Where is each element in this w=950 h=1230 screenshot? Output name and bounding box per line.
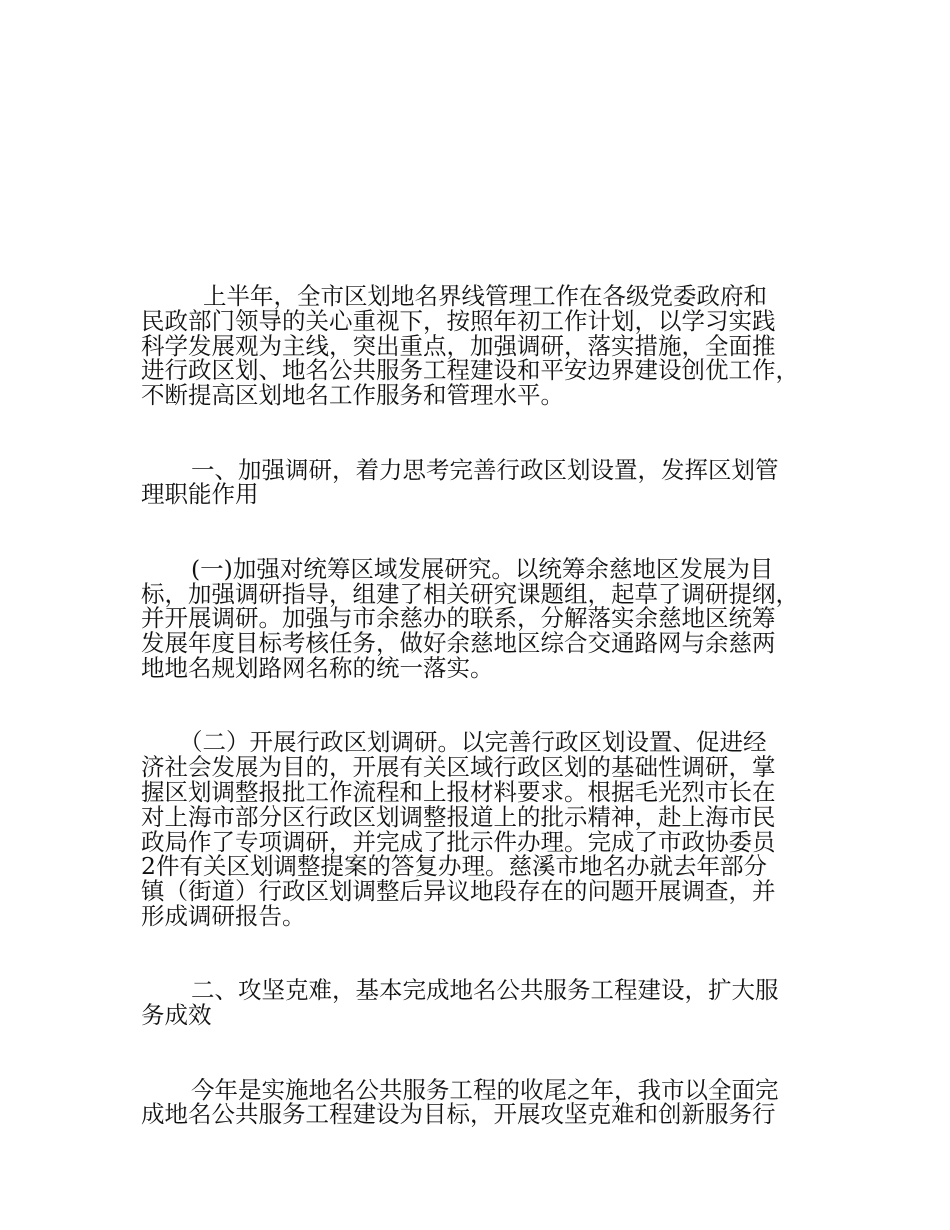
text-line: （二）开展行政区划调研。以完善行政区划设置、促进经: [179, 728, 767, 757]
text-line: 今年是实施地名公共服务工程的收尾之年，我市以全面完: [191, 1075, 779, 1104]
text-line: 标，加强调研指导，组建了相关研究课题组，起草了调研提纲，: [141, 579, 799, 608]
paragraph-intro: [141, 284, 815, 408]
text-line: 民政部门领导的关心重视下，按照年初工作计划，以学习实践: [141, 306, 776, 335]
text-line: 2件有关区划调整提案的答复办理。慈溪市地名办就去年部分: [141, 852, 767, 881]
text-line: 科学发展观为主线，突出重点，加强调研，落实措施，全面推: [141, 331, 776, 360]
paragraph-section-2: [141, 1075, 815, 1129]
text-line: 进行政区划、地名公共服务工程建设和平安边界建设创优工作，: [141, 356, 799, 385]
text-line: 镇（街道）行政区划调整后异议地段存在的问题开展调查，并: [141, 877, 776, 906]
text-line: 对上海市部分区行政区划调整报道上的批示精神，赴上海市民: [141, 802, 776, 831]
text-line: 地地名规划路网名称的统一落实。: [141, 653, 494, 682]
text-line: 并开展调研。加强与市余慈办的联系，分解落实余慈地区统筹: [141, 604, 776, 633]
text-line: 握区划调整报批工作流程和上报材料要求。根据毛光烈市长在: [141, 777, 776, 806]
text-line: 一、加强调研，着力思考完善行政区划设置，发挥区划管: [191, 455, 779, 484]
section-heading-2: [141, 978, 815, 1028]
text-line: 务成效: [141, 1001, 212, 1030]
text-line: 上半年，全市区划地名界线管理工作在各级党委政府和: [203, 282, 767, 310]
text-line: 政局作了专项调研，并完成了批示件办理。完成了市政协委员: [141, 827, 776, 856]
text-line: 形成调研报告。: [141, 901, 306, 930]
text-line: 成地名公共服务工程建设为目标，开展攻坚克难和创新服务行: [141, 1100, 776, 1129]
paragraph-section-1-2: [141, 730, 815, 928]
text-line: 二、攻坚克难，基本完成地名公共服务工程建设，扩大服: [191, 976, 779, 1005]
text-line: 发展年度目标考核任务，做好余慈地区综合交通路网与余慈两: [141, 629, 776, 658]
text-line: (一)加强对统筹区域发展研究。以统筹余慈地区发展为目: [191, 554, 774, 583]
document-body: [141, 284, 815, 1127]
text-line: 济社会发展为目的，开展有关区域行政区划的基础性调研，掌: [141, 753, 776, 782]
text-line: 理职能作用: [141, 480, 259, 509]
section-heading-1: [141, 455, 815, 509]
paragraph-section-1-1: [141, 554, 815, 682]
text-line: 不断提高区划地名工作服务和管理水平。: [141, 381, 564, 410]
